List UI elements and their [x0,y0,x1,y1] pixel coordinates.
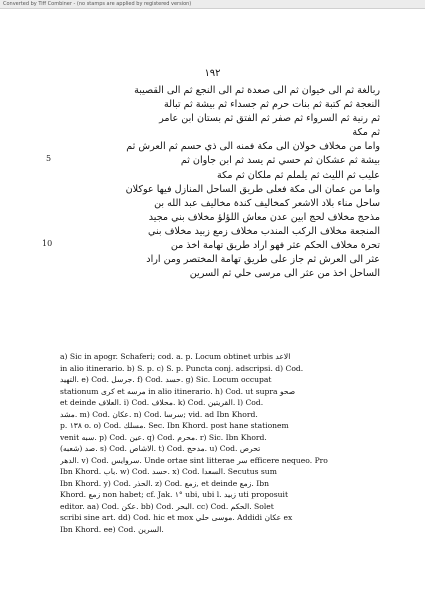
line-marker-10: 10 [42,239,53,248]
footnote-line: Ibn Khord. y) Cod. الحذر. z) Cod. زمع, et deinde زمع. Ibn [60,478,270,488]
line-marker-5: 5 [46,154,52,163]
footnote-line: a) Sic in apogr. Schaferi; cod. a. p. Locum obtinet urbis الاعد [60,352,291,361]
footnote-line: stationum كرى et مرسه in alio itinerario. h) Cod. ut supra صحو [60,386,296,396]
converter-notice-text: Converted by Tiff Combiner - (no stamps are applied by registered version) [3,1,192,7]
footnote-line: et deinde العلاف. i) Cod. محلاف. k) Cod. القريتين. l) Cod. [60,398,264,407]
arabic-line: عثر الى العرش ثم جاز على طريق تهامة المختصر ومن اراد [146,254,380,266]
arabic-line: واما من مخلاف خولان الى مكة فمنه الى ذي حسم ثم العرش ثم [126,141,380,153]
footnote-line: Ibn Khord. باب. w) Cod. حسد. x) Cod. السعدا. Secutus sum [60,467,277,476]
converter-notice-bar [0,0,425,9]
arabic-line: تحرة مخلاف الحكم عثر فهو اراد طريق تهامة اخذ من [170,240,380,252]
arabic-line: مذحج مخلاف لحج ابين عدن معاش اللؤلؤ مخلاف بني مجيد [148,211,380,223]
footnote-line: الدهر. v) Cod. سروايس. Unde ortae sint litterae سر efficere nequeo. Pro [60,455,328,465]
footnote-line: in alio itinerario. b) S. p. c) S. p. Puncta conj. adscripsi. d) Cod. [60,363,304,373]
footnotes-block [60,351,370,535]
arabic-line: واما من عمان الى مكة فعلى طريق الساحل المنازل فيها عوكلان [125,183,380,195]
arabic-line: الساحل اخذ من عثر الى مرسى حلي ثم السرين [189,268,380,280]
footnote-line: مشد. m) Cod. عكان. n) Cod. سرسا; vid. ad Ibn Khord. [60,409,258,419]
footnote-line: (شعبه) صد. s) Cod. الاشاص. t) Cod. مدحج. u) Cod. تحرص [60,444,261,453]
arabic-line: ساحل مناء بلاد الاشعر كمخاليف كندة مخاليف عبد الله بن [154,197,380,209]
arabic-text-block [50,84,380,281]
footnote-line: editor. aa) Cod. عكن. bb) Cod. البحر. cc) Cod. الحكم. Solet [60,501,274,511]
arabic-line: ثم مكة [352,127,380,139]
footnote-line: التهيد. e) Cod. جرسل. f) Cod. حسد. g) Sic. Locum occupat [60,375,272,384]
footnote-line: venit سبه. p) Cod. عين. q) Cod. محرم. r) Sic. Ibn Khord. [60,432,267,442]
footnote-line: scribi sine art. dd) Cod. hic et mox موسى حلي. Addidi عكان ex [60,513,293,522]
arabic-line: المنجعة مخلاف الركب المندب مخلاف زمع زبيد مخلاف بني [147,225,380,237]
arabic-line: النعجة ثم كتبة ثم بنات حرم ثم جسداء ثم بيشة ثم تبالة [164,99,380,111]
footnote-line: p. ۱۳۸ o. o) Cod. مسلك. Sec. Ibn Khord. post hane stationem [60,421,289,430]
footnote-line: Khord. زمع non habet; cf. Jak. ۱° ubi, ubi l. زبيد uti proposuit [60,490,289,499]
arabic-line: ربالغة ثم الى خيوان ثم الى صعدة ثم الى النجع ثم الى القصيبة [134,85,380,96]
footnote-line: Ibn Khord. ee) Cod. السرين. [60,524,164,534]
page-number: ١٩٢ [204,68,221,79]
arabic-line: ثم رنية ثم السرواء ثم صفر ثم الفتق ثم بستان ابن عامر [159,113,380,125]
arabic-line: عليب ثم الليث ثم يلملم ثم ملكان ثم مكة [216,169,380,181]
arabic-line: بيشة ثم عشكان ثم حسي ثم يسد ثم ابن جاوان ثم [180,155,380,167]
